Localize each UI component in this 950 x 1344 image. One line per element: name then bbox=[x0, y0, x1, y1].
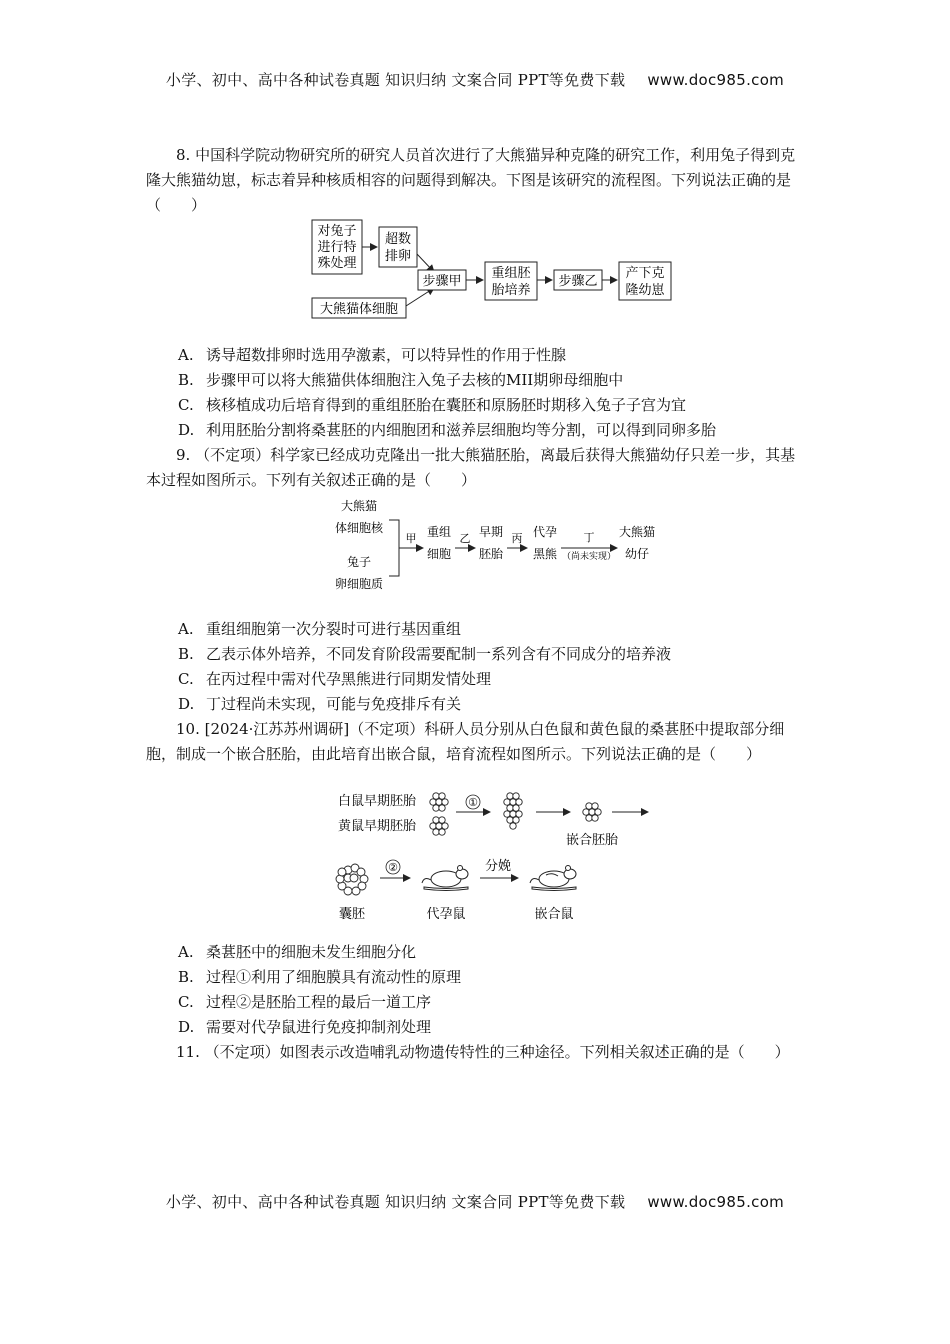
q9-not-yet: （尚未实现） bbox=[561, 552, 617, 562]
q10-white-embryo-icon bbox=[430, 793, 448, 811]
q10-yellow-embryo-icon bbox=[430, 817, 448, 835]
q10-yellow-early: 黄鼠早期胚胎 bbox=[338, 819, 417, 834]
q9-option-a[interactable]: A. 重组细胞第一次分裂时可进行基因重组 bbox=[178, 620, 462, 638]
q8-recombine-line2: 胎培养 bbox=[491, 283, 531, 298]
q8-option-d[interactable]: D. 利用胚胎分割将桑葚胚的内细胞团和滋养层细胞均等分割，可以得到同卵多胎 bbox=[178, 421, 717, 439]
q9-rabbit-line1: 兔子 bbox=[346, 555, 372, 569]
q9-option-b[interactable]: B. 乙表示体外培养，不同发育阶段需要配制一系列含有不同成分的培养液 bbox=[178, 645, 672, 663]
q9-embryo-line1: 早期 bbox=[478, 525, 504, 539]
q10-chimeric-mouse: 嵌合鼠 bbox=[534, 907, 574, 922]
q10-birth: 分娩 bbox=[484, 859, 512, 874]
q9-option-c[interactable]: C. 在丙过程中需对代孕黑熊进行同期发情处理 bbox=[178, 670, 492, 688]
q8-option-c[interactable]: C. 核移植成功后培育得到的重组胚胎在囊胚和原肠胚时期移入兔子子宫为宜 bbox=[178, 396, 687, 414]
q10-step2: ② bbox=[388, 861, 398, 874]
q10-option-b[interactable]: B. 过程①利用了细胞膜具有流动性的原理 bbox=[178, 968, 462, 986]
q8-rabbit-line2: 进行特 bbox=[317, 240, 357, 255]
header-text: 小学、初中、高中各种试卷真题 知识归纳 文案合同 PPT等免费下载 bbox=[165, 71, 626, 89]
header-url[interactable]: www.doc985.com bbox=[647, 71, 785, 89]
q10-blastocyst: 囊胚 bbox=[338, 907, 366, 922]
q8-step-a: 步骤甲 bbox=[422, 274, 462, 289]
q8-stem: 8. 中国科学院动物研究所的研究人员首次进行了大熊猫异种克隆的研究工作，利用兔子得到克隆大熊猫幼崽，标志着异种核质相容的问题得到解决。下图是该研究的流程图。下列说法正确的是（ ） bbox=[146, 146, 796, 214]
q8-step-b: 步骤乙 bbox=[558, 274, 598, 289]
q9-cub-line2: 幼仔 bbox=[624, 547, 650, 561]
q9-label-ding: 丁 bbox=[583, 531, 595, 544]
q9-recomb-line2: 细胞 bbox=[426, 547, 452, 561]
q9-cub-line1: 大熊猫 bbox=[618, 525, 656, 539]
q9-flow-diagram bbox=[325, 496, 665, 598]
q8-option-a[interactable]: A. 诱导超数排卵时选用孕激素，可以特异性的作用于性腺 bbox=[178, 346, 567, 364]
q10-step1: ① bbox=[468, 796, 478, 809]
page-header bbox=[0, 69, 950, 90]
q10-white-early: 白鼠早期胚胎 bbox=[338, 794, 417, 809]
q8-birth-line1: 产下克 bbox=[625, 266, 665, 281]
q8-recombine-line1: 重组胚 bbox=[491, 266, 531, 281]
q9-label-yi: 乙 bbox=[459, 532, 471, 545]
footer-url[interactable]: www.doc985.com bbox=[647, 1193, 785, 1211]
q8-super-line1: 超数 bbox=[384, 232, 412, 247]
q9-rabbit-line2: 卵细胞质 bbox=[334, 577, 384, 591]
q9-recomb-line1: 重组 bbox=[426, 525, 452, 539]
q10-surrogate-mouse-icon bbox=[422, 866, 468, 891]
q10-blastocyst-icon bbox=[336, 864, 368, 895]
q10-merged-embryo-icon bbox=[504, 793, 522, 829]
q9-stem: 9. （不定项）科学家已经成功克隆出一批大熊猫胚胎，离最后获得大熊猫幼仔只差一步，其基本过程如图所示。下列有关叙述正确的是（ ） bbox=[146, 446, 796, 489]
q11-stem: 11. （不定项）如图表示改造哺乳动物遗传特性的三种途径。下列相关叙述正确的是（ ） bbox=[176, 1043, 790, 1061]
q8-rabbit-line1: 对兔子 bbox=[317, 224, 357, 239]
q10-option-d[interactable]: D. 需要对代孕鼠进行免疫抑制剂处理 bbox=[178, 1018, 432, 1036]
q9-embryo-line2: 胚胎 bbox=[478, 547, 504, 561]
q8-flow-diagram bbox=[300, 218, 690, 324]
q9-surrogate-line1: 代孕 bbox=[532, 525, 558, 539]
q8-option-b[interactable]: B. 步骤甲可以将大熊猫供体细胞注入兔子去核的MII期卵母细胞中 bbox=[178, 371, 624, 389]
q8-rabbit-line3: 殊处理 bbox=[317, 256, 357, 271]
q10-chimeric-embryo: 嵌合胚胎 bbox=[565, 833, 619, 848]
q9-label-jia: 甲 bbox=[405, 532, 417, 545]
q10-surrogate-mouse: 代孕鼠 bbox=[426, 907, 466, 922]
footer-text: 小学、初中、高中各种试卷真题 知识归纳 文案合同 PPT等免费下载 bbox=[165, 1193, 626, 1211]
q10-chimeric-mouse-icon bbox=[530, 866, 576, 891]
q8-super-line2: 排卵 bbox=[384, 249, 412, 264]
q10-flow-diagram bbox=[330, 788, 660, 928]
q9-option-d[interactable]: D. 丁过程尚未实现，可能与免疫排斥有关 bbox=[178, 695, 462, 713]
q9-label-bing: 丙 bbox=[511, 532, 523, 545]
page-footer bbox=[0, 1191, 950, 1212]
q8-panda-cell: 大熊猫体细胞 bbox=[319, 302, 399, 317]
q10-option-c[interactable]: C. 过程②是胚胎工程的最后一道工序 bbox=[178, 993, 432, 1011]
q9-panda-line1: 大熊猫 bbox=[340, 499, 378, 513]
q10-stem: 10. [2024·江苏苏州调研]（不定项）科研人员分别从白色鼠和黄色鼠的桑葚胚中提取部分细胞，制成一个嵌合胚胎，由此培育出嵌合鼠，培育流程如图所示。下列说法正确的是（ ） bbox=[146, 720, 785, 763]
q9-surrogate-line2: 黑熊 bbox=[532, 547, 558, 561]
q10-chimeric-embryo-icon bbox=[583, 803, 601, 821]
q10-option-a[interactable]: A. 桑葚胚中的细胞未发生细胞分化 bbox=[178, 943, 417, 961]
q8-birth-line2: 隆幼崽 bbox=[625, 283, 665, 298]
q9-panda-line2: 体细胞核 bbox=[334, 521, 384, 535]
